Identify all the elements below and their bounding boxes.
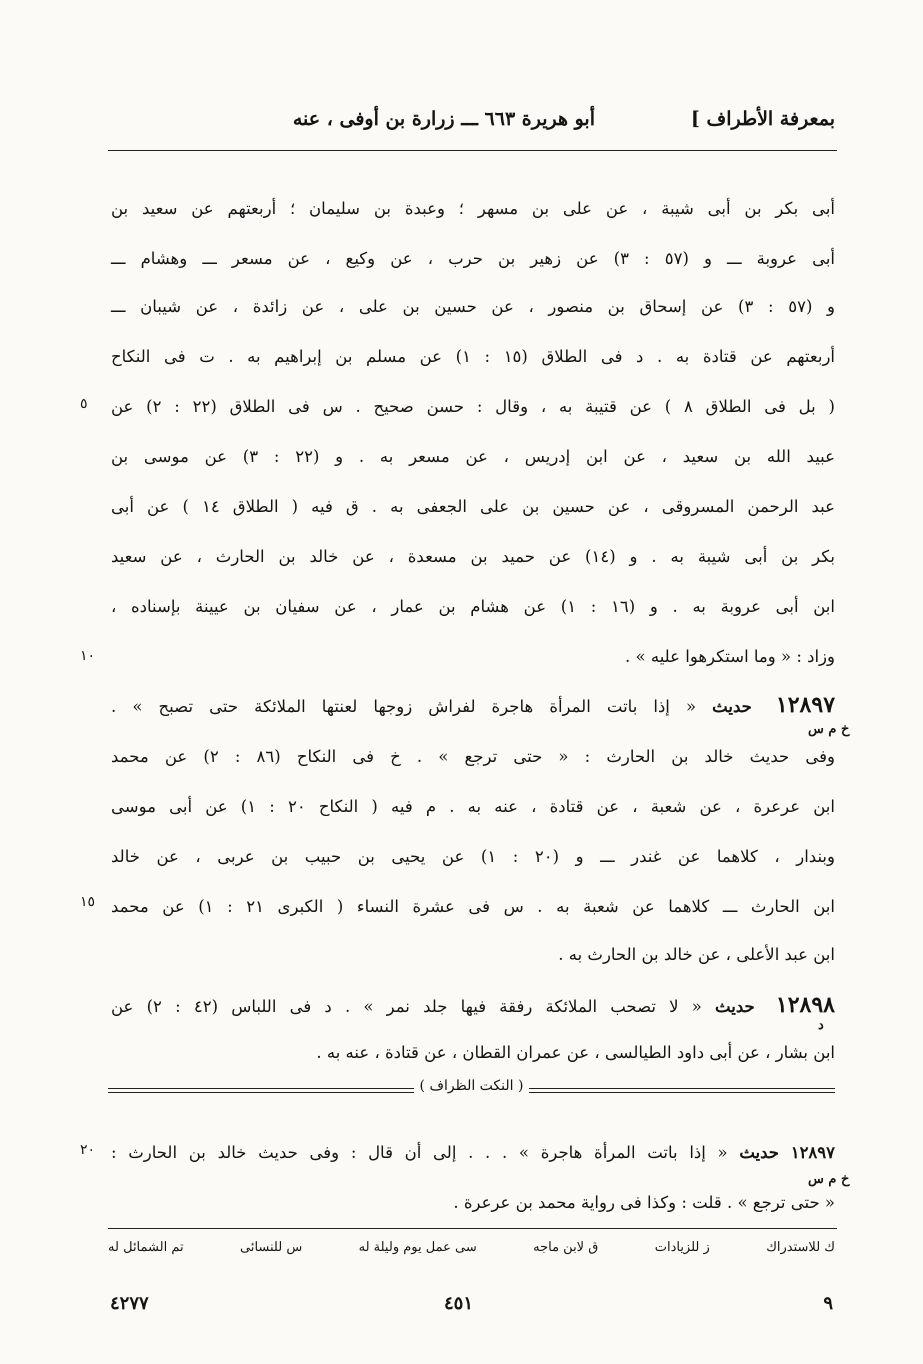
abbrev-item: ق لابن ماجه — [533, 1240, 599, 1255]
hadith-matn: « إذا باتت المرأة هاجرة لفراش زوجها لعنتها الملائكة حتى تصبح » . — [111, 697, 697, 716]
nukat-number: ١٢٨٩٧ — [790, 1143, 836, 1162]
running-head-title: بمعرفة الأطراف ] — [690, 108, 835, 130]
nukat-divider — [108, 1078, 835, 1102]
nukat-line: « حتى ترجع » . قلت : وكذا فى رواية محمد بن عرعرة . — [453, 1193, 835, 1212]
nukat-heading — [111, 1140, 835, 1166]
footer-rule — [108, 1228, 837, 1229]
text-line: ابن الحارث ـــ كلاهما عن شعبة به . س فى عشرة النساء ( الكبرى ٢١ : ١) عن محمد — [111, 897, 835, 916]
text-line: و (٥٧ : ٣) عن إسحاق بن منصور ، عن حسين بن على ، عن زائدة ، عن شيبان ـــ — [111, 297, 835, 316]
divider-label: ( النكت الظراف ) — [414, 1078, 530, 1094]
text-line: ابن بشار ، عن أبى داود الطيالسى ، عن عمران القطان ، عن قتادة ، عنه به . — [316, 1043, 835, 1062]
hadith-number: ١٢٨٩٧ — [775, 692, 836, 718]
text-line: ( بل فى الطلاق ٨ ) عن قتيبة به ، وقال : حسن صحيح . س فى الطلاق (٢٢ : ٢) عن — [111, 397, 835, 416]
hadith-keyword: حديث — [712, 697, 752, 716]
hadith-sigla: د — [818, 1018, 824, 1033]
text-line: وفى حديث خالد بن الحارث : « حتى ترجع » . خ فى النكاح (٨٦ : ٢) عن محمد — [111, 747, 835, 766]
text-line: ابن عبد الأعلى ، عن خالد بن الحارث به . — [558, 945, 835, 964]
nukat-sigla: خ م س — [808, 1172, 850, 1187]
hadith-sigla: خ م س — [808, 722, 850, 737]
text-line: ابن أبى عروبة به . و (١٦ : ١) عن هشام بن عمار ، عن سفيان بن عيينة بإسناده ، — [111, 597, 835, 616]
line-number: ٢٠ — [80, 1142, 96, 1158]
abbrev-item: س للنسائى — [240, 1240, 303, 1255]
header-rule — [108, 150, 837, 151]
line-number: ١٠ — [80, 648, 96, 664]
text-line: وزاد : « وما استكرهوا عليه » . — [625, 647, 835, 666]
text-line: ابن عرعرة ، عن شعبة ، عن قتادة ، عنه به . م فيه ( النكاح ٢٠ : ١) عن أبى موسى — [111, 797, 835, 816]
abbrev-item: ز للزيادات — [654, 1240, 710, 1255]
abbrev-item: سى عمل يوم وليلة له — [358, 1240, 477, 1255]
nukat-keyword: حديث — [739, 1143, 779, 1162]
page-number: ٤٥١ — [444, 1293, 474, 1314]
text-line: أبى بكر بن أبى شيبة ، عن على بن مسهر ؛ وعبدة بن سليمان ؛ أربعتهم عن سعيد بن — [111, 199, 835, 218]
text-line: وبندار ، كلاهما عن غندر ـــ و (٢٠ : ١) عن يحيى بن حبيب بن عربى ، عن خالد — [111, 847, 835, 866]
hadith-12898-heading — [111, 992, 835, 1020]
abbrev-item: تم الشمائل له — [108, 1240, 184, 1255]
text-line: بكر بن أبى شيبة به . و (١٤) عن حميد بن مسعدة ، عن خالد بن الحارث ، عن سعيد — [111, 547, 835, 566]
hadith-12897-heading — [111, 692, 835, 720]
text-line: أبى عروبة ـــ و (٥٧ : ٣) عن زهير بن حرب ، عن وكيع ، عن مسعر ـــ وهشام ـــ — [111, 249, 835, 268]
abbreviations-key — [108, 1240, 835, 1262]
line-number: ١٥ — [80, 894, 96, 910]
nukat-text: « إذا باتت المرأة هاجرة » . . . إلى أن قال : وفى حديث خالد بن الحارث : — [111, 1143, 728, 1162]
running-head-subject: أبو هريرة ٦٦٣ ـــ زرارة بن أوفى ، عنه — [292, 108, 595, 130]
volume-number: ٩ — [823, 1293, 833, 1314]
abbrev-item: ك للاستدراك — [766, 1240, 835, 1255]
hadith-matn: « لا تصحب الملائكة رفقة فيها جلد نمر » . د فى اللباس (٤٢ : ٢) عن — [111, 997, 702, 1016]
text-line: عبد الرحمن المسروقى ، عن حسين بن على الجعفى به . ق فيه ( الطلاق ١٤ ) عن أبى — [111, 497, 835, 516]
text-line: أربعتهم عن قتادة به . د فى الطلاق (١٥ : ١) عن مسلم بن إبراهيم به . ت فى النكاح — [111, 347, 835, 366]
serial-number: ٤٢٧٧ — [110, 1293, 149, 1314]
hadith-number: ١٢٨٩٨ — [775, 992, 835, 1018]
hadith-keyword: حديث — [715, 997, 755, 1016]
line-number: ٥ — [80, 396, 88, 412]
text-line: عبيد الله بن سعيد ، عن ابن إدريس ، عن مسعر به . و (٢٢ : ٣) عن موسى بن — [111, 447, 836, 466]
